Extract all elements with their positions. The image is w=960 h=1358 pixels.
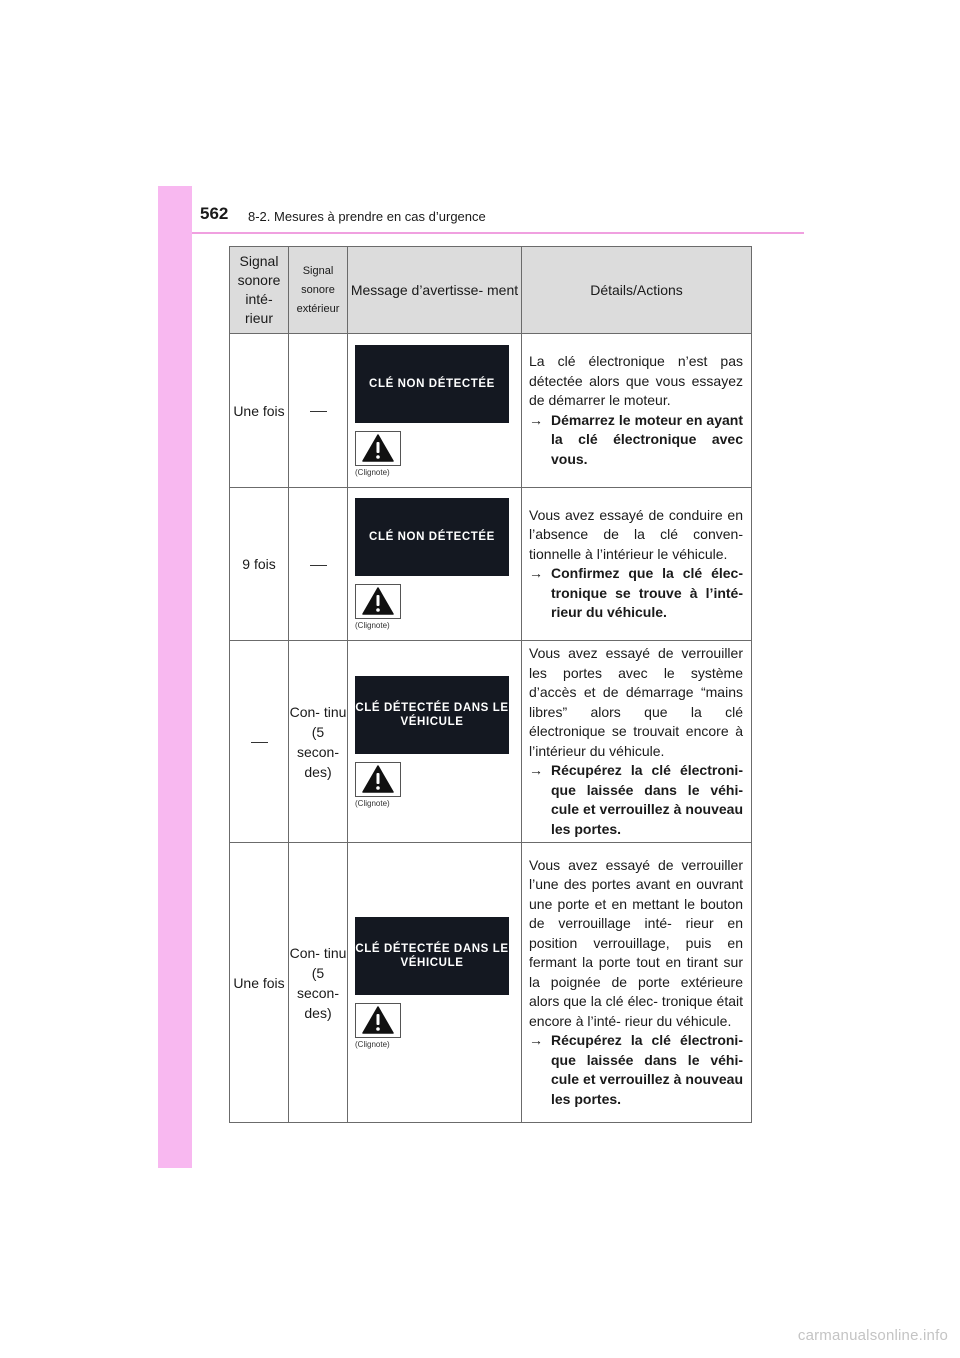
exterior-buzzer-cell [289, 488, 348, 641]
dash-mark [310, 565, 327, 566]
flashing-note: (Clignote) [355, 1039, 390, 1049]
interior-buzzer-cell: Une fois [230, 843, 289, 1123]
arrow-right-icon: → [529, 411, 543, 428]
table-header-row [230, 247, 752, 334]
table-row [230, 641, 752, 843]
display-screen: CLÉ NON DÉTECTÉE [355, 498, 509, 576]
message-cell [348, 488, 522, 641]
watermark: carmanualsonline.info [797, 1327, 948, 1344]
interior-buzzer-cell [230, 641, 289, 843]
details-text: Vous avez essayé de verrouiller l’une des portes avant en ouvrant une porte et en mettant le bouton de verrouillage inté- rieur en position verrouillage, puis en fermant la porte tout en tirant sur la poignée de porte extérieure alors que la clé élec- tronique était encore à l’inté- rieur du véhicule. [529, 856, 743, 1029]
action-text: → Récupérez la clé électroni- que laissée dans le véhi- cule et verrouillez à nouveau les portes. [529, 1032, 743, 1107]
details-cell [522, 843, 752, 1123]
arrow-right-icon: → [529, 565, 543, 581]
table-row [230, 334, 752, 488]
table-row [230, 843, 752, 1123]
warning-triangle-icon [355, 431, 401, 466]
display-screen: CLÉ NON DÉTECTÉE [355, 345, 509, 423]
exterior-buzzer-cell: Con- tinu (5 secon- des) [289, 641, 348, 843]
display-screen: CLÉ DÉTECTÉE DANS LE VÉHICULE [355, 676, 509, 754]
details-cell [522, 334, 752, 488]
header-rule [192, 232, 804, 234]
details-cell [522, 488, 752, 641]
details-text: Vous avez essayé de conduire en l’absence de la clé conven- tionnelle à l’intérieur le véhicule. [529, 506, 743, 562]
message-cell [348, 843, 522, 1123]
page-number: 562 [200, 204, 229, 223]
details-text: Vous avez essayé de verrouiller les portes avec le système d’accès et de démarrage “mains libres” alors que la clé électronique se trouvait encore à l’intérieur du véhicule. [529, 645, 743, 759]
dash-mark [251, 742, 268, 743]
message-cell [348, 334, 522, 488]
arrow-right-icon: → [529, 762, 543, 778]
header-exterior-buzzer: Signal sonore extérieur [289, 247, 348, 334]
details-text: La clé électronique n’est pas détectée alors que vous essayez de démarrer le moteur. [529, 353, 743, 408]
dash-mark [310, 411, 327, 412]
interior-buzzer-cell: 9 fois [230, 488, 289, 641]
display-screen: CLÉ DÉTECTÉE DANS LE VÉHICULE [355, 917, 509, 995]
arrow-right-icon: → [529, 1032, 543, 1049]
flashing-note: (Clignote) [355, 798, 390, 808]
chapter-side-tab [158, 186, 192, 1168]
flashing-note: (Clignote) [355, 621, 390, 630]
details-cell [522, 641, 752, 843]
exterior-buzzer-cell: Con- tinu (5 secon- des) [289, 843, 348, 1123]
header-warning-message: Message d’avertisse- ment [348, 247, 522, 334]
warning-triangle-icon [355, 584, 401, 619]
header-interior-buzzer: Signal sonore inté- rieur [230, 247, 289, 334]
header-details-actions: Détails/Actions [522, 247, 752, 334]
message-cell [348, 641, 522, 843]
action-text: → Récupérez la clé électroni- que laissée dans le véhi- cule et verrouillez à nouveau les portes. [529, 762, 743, 837]
chapter-title: 8-2. Mesures à prendre en cas d’urgence [248, 209, 486, 224]
warning-messages-table [229, 246, 752, 1123]
action-text: → Confirmez que la clé élec- tronique se trouve à l’inté- rieur du véhicule. [529, 565, 743, 620]
table-row [230, 488, 752, 641]
action-text: → Démarrez le moteur en ayant la clé électronique avec vous. [529, 411, 743, 467]
flashing-note: (Clignote) [355, 467, 390, 477]
warning-triangle-icon [355, 762, 401, 797]
exterior-buzzer-cell [289, 334, 348, 488]
interior-buzzer-cell: Une fois [230, 334, 289, 488]
warning-triangle-icon [355, 1003, 401, 1038]
